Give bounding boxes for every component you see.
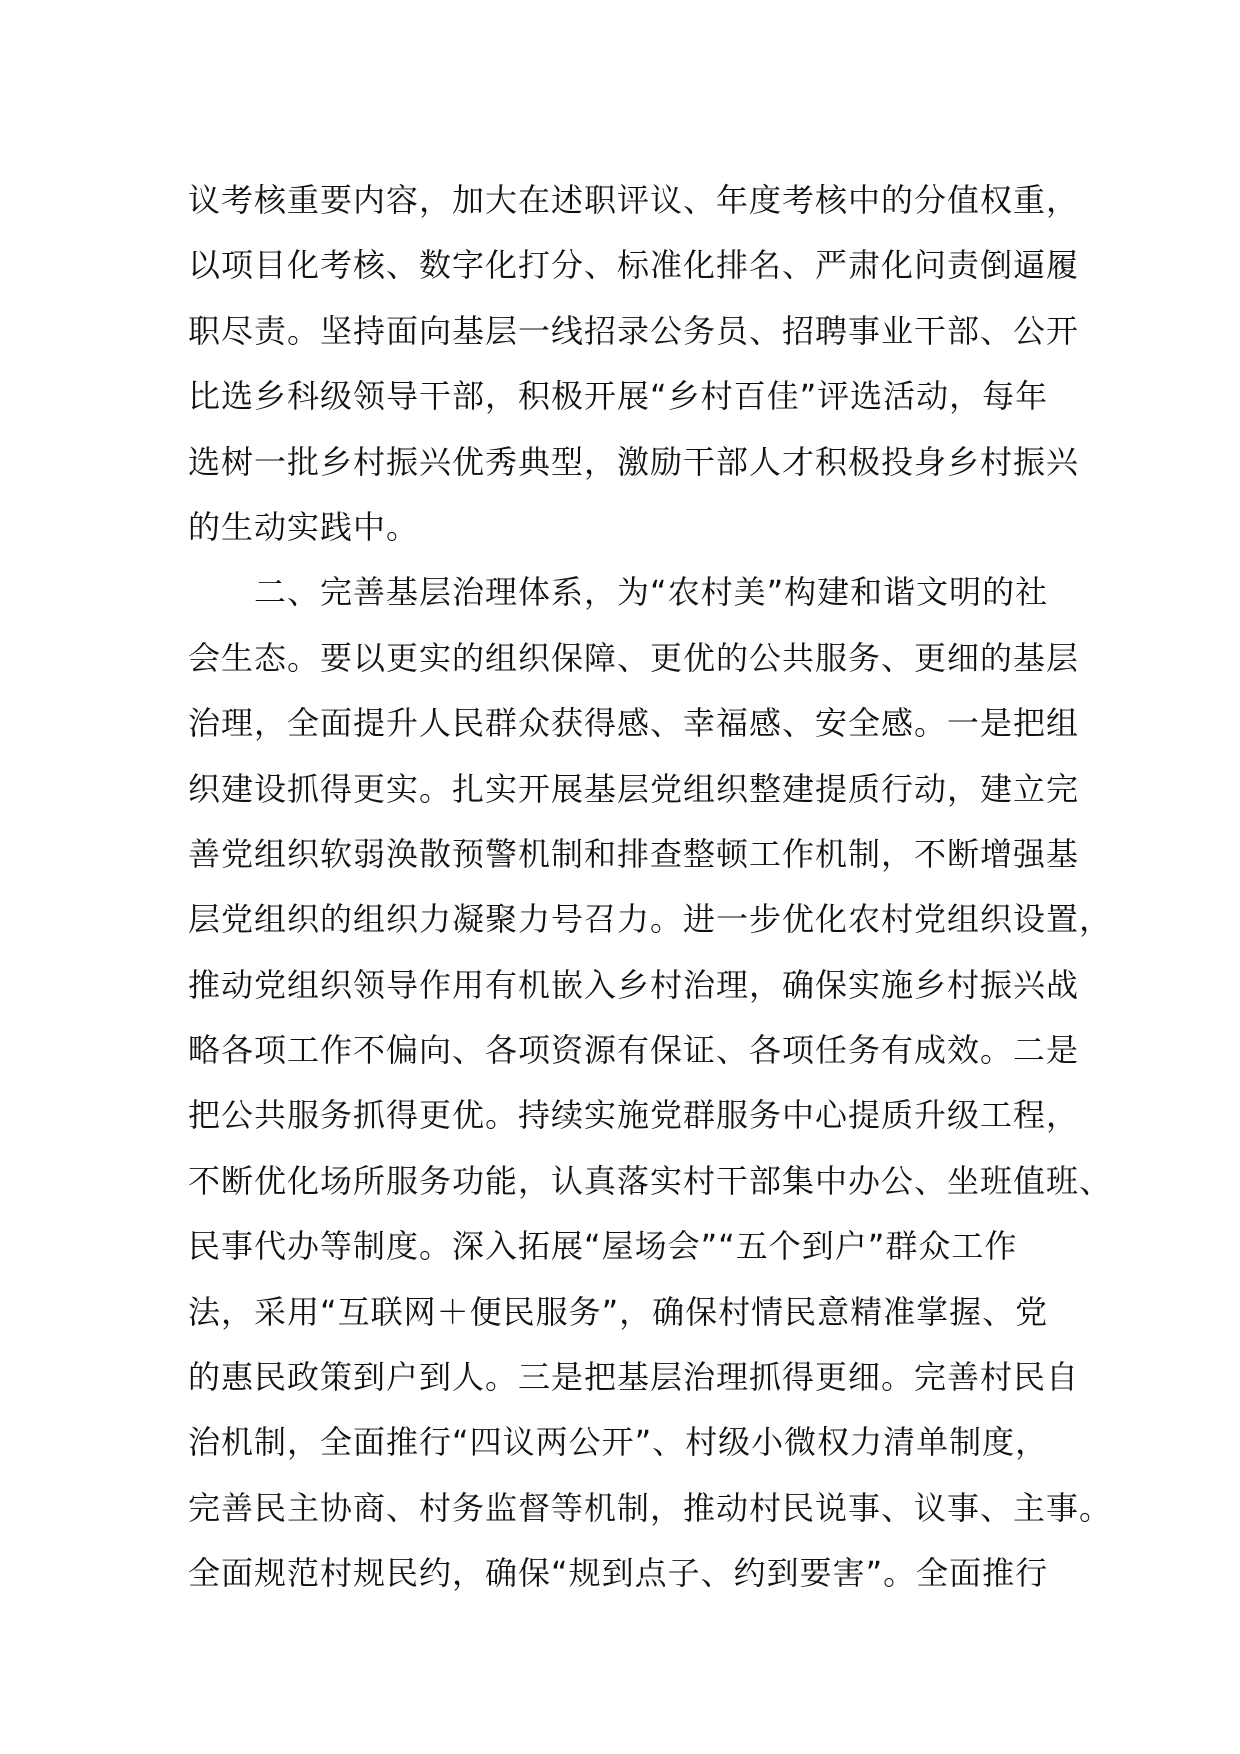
text-line: 治机制，全面推行“四议两公开”、村级小微权力清单制度， bbox=[188, 1423, 1049, 1462]
text-line: 把公共服务抓得更优。持续实施党群服务中心提质升级工程， bbox=[188, 1096, 1080, 1135]
text-line: 推动党组织领导作用有机嵌入乡村治理，确保实施乡村振兴战 bbox=[188, 965, 1080, 1004]
text-line: 全面规范村规民约，确保“规到点子、约到要害”。全面推行 bbox=[188, 1554, 1049, 1593]
text-line: 织建设抓得更实。扎实开展基层党组织整建提质行动，建立完 bbox=[188, 769, 1080, 808]
text-line: 的惠民政策到户到人。三是把基层治理抓得更细。完善村民自 bbox=[188, 1358, 1080, 1397]
text-line: 会生态。要以更实的组织保障、更优的公共服务、更细的基层 bbox=[188, 638, 1080, 677]
text-line: 层党组织的组织力凝聚力号召力。进一步优化农村党组织设置， bbox=[188, 900, 1113, 939]
document-body bbox=[188, 168, 1113, 1607]
text-line: 略各项工作不偏向、各项资源有保证、各项任务有成效。二是 bbox=[188, 1031, 1080, 1070]
text-line: 比选乡科级领导干部，积极开展“乡村百佳”评选活动，每年 bbox=[188, 377, 1049, 416]
text-line: 完善民主协商、村务监督等机制，推动村民说事、议事、主事。 bbox=[188, 1488, 1113, 1527]
text-line: 善党组织软弱涣散预警机制和排查整顿工作机制，不断增强基 bbox=[188, 834, 1080, 873]
text-line: 议考核重要内容，加大在述职评议、年度考核中的分值权重， bbox=[188, 181, 1080, 219]
section-heading-line: 二、完善基层治理体系，为“农村美”构建和谐文明的社 bbox=[254, 573, 1049, 612]
text-line: 的生动实践中。 bbox=[188, 507, 420, 546]
text-line: 法，采用“互联网＋便民服务”，确保村情民意精准掌握、党 bbox=[188, 1292, 1049, 1331]
text-line: 职尽责。坚持面向基层一线招录公务员、招聘事业干部、公开 bbox=[188, 311, 1080, 350]
text-line: 选树一批乡村振兴优秀典型，激励干部人才积极投身乡村振兴 bbox=[188, 442, 1080, 481]
text-line: 不断优化场所服务功能，认真落实村干部集中办公、坐班值班、 bbox=[188, 1161, 1113, 1200]
text-line: 治理，全面提升人民群众获得感、幸福感、安全感。一是把组 bbox=[188, 704, 1080, 743]
text-line: 以项目化考核、数字化打分、标准化排名、严肃化问责倒逼履 bbox=[188, 246, 1080, 285]
text-line: 民事代办等制度。深入拓展“屋场会”“五个到户”群众工作 bbox=[188, 1227, 1018, 1266]
